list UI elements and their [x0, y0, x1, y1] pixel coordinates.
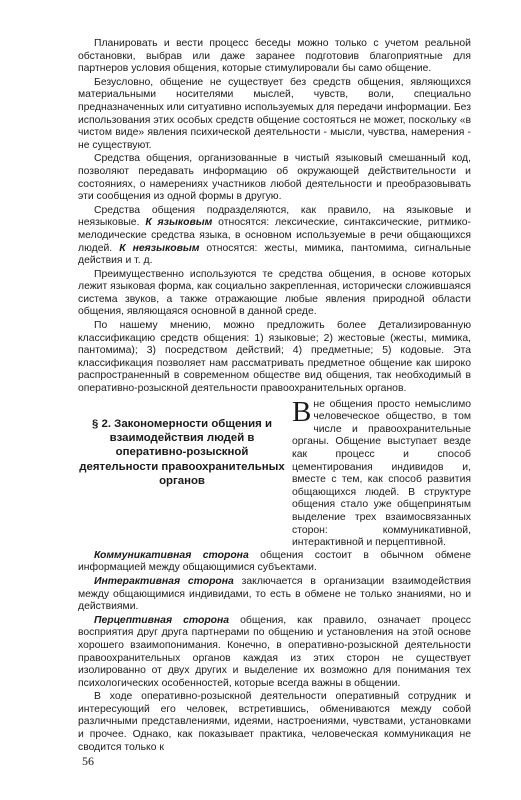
paragraph-last: В ходе оперативно-розыскной деятельности оперативный сотрудник и интересующий его человек, встретившись, обмениваются между собой различными представлениями, идеями, настроениями, чувствами, установками и прочее. Однако, как показывает практика, человеческая коммуникация не сводится только к — [78, 691, 471, 753]
paragraph-means — [78, 205, 471, 268]
paragraph-communicative — [78, 550, 471, 575]
paragraph-interactive — [78, 576, 471, 614]
term-communicative: Коммуникативная сторона — [94, 549, 249, 561]
paragraph-6: По нашему мнению, можно предложить более Детализированную классификацию средств общения: 1) языковые; 2) жестовые (жесты, мимика, пантомима); 3) посредством действий; 4) предметные; 5) кодовые. Эта классификация позволяет нам рассматривать предметное общение как широко распространенный в современном обществе вид общения, так необходимый в оперативно-розыскной деятельности правоохранительных органов. — [78, 320, 471, 395]
means-text-1: относятся: лексические, синтаксические, ритмико-мелодические средства языка, в основном используемые в речи общающихся людей. — [78, 217, 472, 254]
term-nonlanguage-means: К неязыковым — [119, 242, 200, 254]
term-perceptive: Перцептивная сторона — [94, 614, 230, 626]
page-number: 56 — [82, 754, 94, 768]
communicative-text: общения состоит в обычном обмене информацией между общающимися субъектами. — [78, 549, 471, 574]
paragraph-2: Безусловно, общение не существует без средств общения, являющихся материальными носителями мыслей, чувств, воли, специально предназначенных или ситуативно используемых для передачи информации. Без использования этих особых средств общение состояться не может, поскольку «в чистом виде» явления психической деятельности - мысли, чувства, намерения - не существуют. — [78, 76, 471, 151]
means-intro: Средства общения подразделяются, как правило, на языковые и неязыковые. — [78, 204, 471, 229]
paragraph-3: Средства общения, организованные в чистый языковый смешанный код, позволяют передавать информацию об окружающей действительности и состояниях, о намерениях участников любой деятельности и преобразовывать эти сообщения из одной формы в другую. — [78, 153, 471, 203]
interactive-text: заключается в организации взаимодействия между общающимися индивидами, то есть в обмене не только знаниями, но и действиями. — [78, 575, 472, 613]
perceptive-text: общения, как правило, означает процесс восприятия друг друга партнерами по общению и установления на этой основе хорошего взаимопонимания. Конечно, в оперативно-розыскной деятельности правоохранительных органов каждая из этих сторон не существует изолированно от двух других и выделение их возможно для понимания тех психологических особенностей, которые всегда важны в общении. — [78, 614, 471, 689]
paragraph-perceptive — [78, 615, 471, 691]
means-text-2: относятся: жесты, мимика, пантомима, сигнальные действия и т. д. — [78, 242, 471, 267]
section-block — [78, 395, 471, 550]
term-language-means: К языковым — [145, 217, 213, 229]
term-interactive: Интерактивная сторона — [94, 575, 234, 587]
drop-cap: В — [292, 395, 312, 428]
section-heading: § 2. Закономерности общения и взаимодействия людей в оперативно-розыскной деятельности правоохранительных органов — [79, 417, 285, 488]
paragraph-1: Планировать и вести процесс беседы можно только с учетом реальной обстановки, выбрав или даже заранее подготовив благоприятные для партнеров условия общения, которые стимулировали бы само общение. — [78, 38, 471, 75]
section-intro-text: не общения просто немыслимо человеческое общество, в том числе и правоохранительные органы. Общение выступает везде как процесс и способ цементирования индивидов и, вместе с тем, как способ развития общающихся людей. В структуре общения стало уже общепринятым выделение трех взаимосвязанных сторон: коммуникативной, интерактивной и перцептивной. — [292, 398, 471, 549]
section-intro — [286, 395, 471, 550]
paragraph-5: Преимущественно используются те средства общения, в основе которых лежит языковая форма, как социально закрепленная, исторически сложившаяся система звуков, а также отражающие любые явления природной области общения, являющаяся основной в данной среде. — [78, 268, 471, 318]
